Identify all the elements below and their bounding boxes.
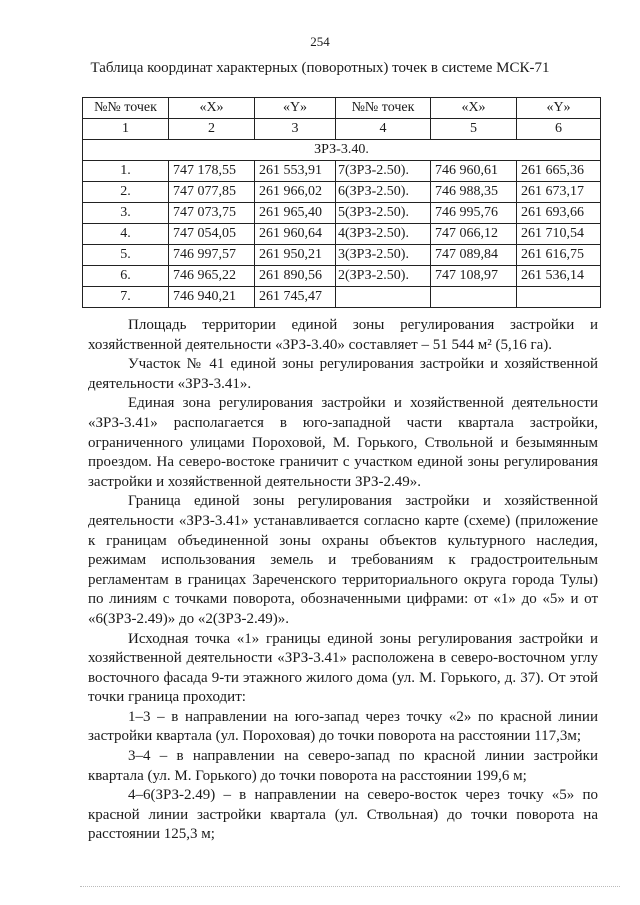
table-cell: 261 950,21	[255, 245, 336, 266]
table-cell: 747 108,97	[431, 266, 517, 287]
table-body	[83, 161, 601, 308]
table-cell: 747 073,75	[169, 203, 255, 224]
column-number-cell: 3	[255, 119, 336, 140]
table-cell: 261 693,66	[517, 203, 601, 224]
table-cell: 261 665,36	[517, 161, 601, 182]
header-cell: «Y»	[517, 98, 601, 119]
header-cell: «Y»	[255, 98, 336, 119]
table-row	[83, 224, 601, 245]
column-number-cell: 5	[431, 119, 517, 140]
table-cell: 5(ЗРЗ-2.50).	[336, 203, 431, 224]
table-row	[83, 203, 601, 224]
paragraph: 1–3 – в направлении на юго-запад через точку «2» по красной линии застройки квартала (ул. Пороховая) до точки поворота на расстоянии 117,3м;	[88, 708, 598, 745]
table-cell: 747 178,55	[169, 161, 255, 182]
table-cell: 261 536,14	[517, 266, 601, 287]
table-cell: 747 066,12	[431, 224, 517, 245]
table-header-row	[83, 98, 601, 119]
table-cell: 261 890,56	[255, 266, 336, 287]
page-number: 254	[310, 34, 330, 49]
table-cell: 746 995,76	[431, 203, 517, 224]
table-cell: 7.	[83, 287, 169, 308]
column-number-cell: 4	[336, 119, 431, 140]
table-cell: 261 553,91	[255, 161, 336, 182]
table-cell: 2(ЗРЗ-2.50).	[336, 266, 431, 287]
zone-label-row	[83, 140, 601, 161]
table-cell: 261 965,40	[255, 203, 336, 224]
table-cell: 4.	[83, 224, 169, 245]
table-cell: 746 960,61	[431, 161, 517, 182]
table-cell: 3(ЗРЗ-2.50).	[336, 245, 431, 266]
header-cell: №№ точек	[83, 98, 169, 119]
table-cell: 261 966,02	[255, 182, 336, 203]
paragraph: 3–4 – в направлении на северо-запад по красной линии застройки квартала (ул. М. Горького) до точки поворота на расстоянии 199,6 м;	[88, 748, 598, 784]
column-number-row	[83, 119, 601, 140]
table-cell: 2.	[83, 182, 169, 203]
document-body	[88, 316, 598, 845]
column-number-cell: 6	[517, 119, 601, 140]
table-cell: 1.	[83, 161, 169, 182]
table-row	[83, 245, 601, 266]
table-cell: 6.	[83, 266, 169, 287]
paragraph: Граница единой зоны регулирования застройки и хозяйственной деятельности «ЗРЗ-3.41» устанавливается согласно карте (схеме) (приложение к границам объединенной зоны охраны объектов культурного наследия, режимам использования земель и требованиям к градостроительным регламентам в границах Зареченского территориального округа города Тулы) по линиям с точками поворота, обозначенными цифрами: от «1» до «5» и от «6(ЗРЗ-2.49)» до «2(ЗРЗ-2.49)».	[88, 493, 598, 627]
coordinates-table	[82, 97, 601, 308]
table-row	[83, 161, 601, 182]
table-row	[83, 287, 601, 308]
table-cell	[336, 287, 431, 308]
paragraph: Участок № 41 единой зоны регулирования застройки и хозяйственной деятельности «ЗРЗ-3.41».	[88, 356, 598, 392]
table-cell: 7(ЗРЗ-2.50).	[336, 161, 431, 182]
table-title: Таблица координат характерных (поворотных) точек в системе МСК-71	[90, 60, 550, 76]
table-row	[83, 182, 601, 203]
paragraph: Исходная точка «1» границы единой зоны регулирования застройки и хозяйственной деятельности «ЗРЗ-3.41» расположена в северо-восточном углу восточного фасада 9-ти этажного жилого дома (ул. М. Горького, д. 37). От этой точки граница проходит:	[88, 630, 598, 706]
table-cell: 4(ЗРЗ-2.50).	[336, 224, 431, 245]
paragraph: Единая зона регулирования застройки и хозяйственной деятельности «ЗРЗ-3.41» располагается в юго-западной части квартала застройки, ограниченного улицами Пороховой, М. Горького, Ствольной и безымянным проездом. На северо-востоке граничит с участком единой зоны регулирования застройки и хозяйственной деятельности ЗРЗ-2.49».	[88, 395, 598, 490]
table-cell: 5.	[83, 245, 169, 266]
table-cell: 261 710,54	[517, 224, 601, 245]
table-cell	[517, 287, 601, 308]
header-cell: «X»	[431, 98, 517, 119]
table-cell	[431, 287, 517, 308]
page-footer-dotted-line	[80, 886, 620, 889]
table-cell: 747 054,05	[169, 224, 255, 245]
table-row	[83, 266, 601, 287]
column-number-cell: 2	[169, 119, 255, 140]
table-cell: 261 960,64	[255, 224, 336, 245]
table-cell: 261 673,17	[517, 182, 601, 203]
table-cell: 746 940,21	[169, 287, 255, 308]
table-cell: 747 089,84	[431, 245, 517, 266]
table-cell: 261 616,75	[517, 245, 601, 266]
paragraph: 4–6(ЗРЗ-2.49) – в направлении на северо-восток через точку «5» по красной линии застройки квартала (ул. Ствольная) до точки поворота на расстоянии 125,3 м;	[88, 787, 598, 843]
column-number-cell: 1	[83, 119, 169, 140]
table-cell: 6(ЗРЗ-2.50).	[336, 182, 431, 203]
header-cell: №№ точек	[336, 98, 431, 119]
table-cell: 261 745,47	[255, 287, 336, 308]
table-cell: 747 077,85	[169, 182, 255, 203]
table-cell: 746 988,35	[431, 182, 517, 203]
table-cell: 3.	[83, 203, 169, 224]
table-cell: 746 965,22	[169, 266, 255, 287]
paragraph: Площадь территории единой зоны регулирования застройки и хозяйственной деятельности «ЗРЗ-3.40» составляет – 51 544 м² (5,16 га).	[88, 317, 598, 353]
header-cell: «X»	[169, 98, 255, 119]
table-cell: 746 997,57	[169, 245, 255, 266]
zone-label-cell: ЗРЗ-3.40.	[83, 140, 601, 161]
